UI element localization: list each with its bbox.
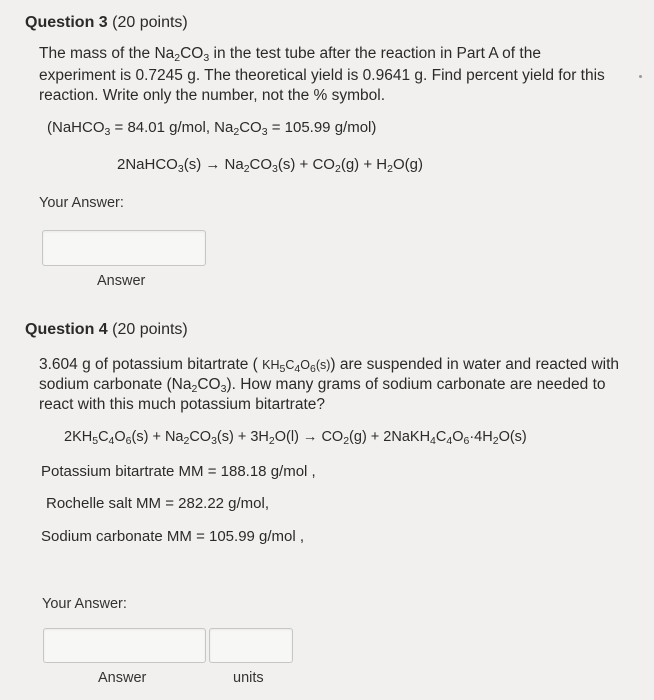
q4-line1-sub: 6 <box>309 363 316 375</box>
q4-eq-part: ·4H <box>469 429 493 445</box>
q3-equation <box>117 156 423 173</box>
q4-eq-part: 2KH <box>64 429 93 445</box>
q3-eq-sub: 2 <box>387 163 393 175</box>
q3-eq-sub: 2 <box>334 163 341 175</box>
q3-molar-part: = 105.99 g/mol) <box>267 119 377 136</box>
q4-eq-part: CO <box>189 429 212 445</box>
q4-eq-sub: 2 <box>492 435 499 447</box>
q4-eq-sub: 4 <box>446 435 453 447</box>
q4-eq-part: C <box>98 429 109 445</box>
q4-title: Question 4 <box>25 321 108 338</box>
q4-eq-sub: 2 <box>183 435 190 447</box>
q4-mm-rochelle-salt: Rochelle salt MM = 282.22 g/mol, <box>46 495 270 512</box>
q3-line1-part: The mass of the Na <box>39 45 175 62</box>
q3-eq-part: (g) + H <box>340 156 388 173</box>
q4-text-line2 <box>39 375 606 394</box>
q4-line2-sub: 3 <box>220 383 227 395</box>
q3-eq-sub: 3 <box>272 163 278 175</box>
q4-points: (20 points) <box>112 321 188 338</box>
q3-title: Question 3 <box>25 14 108 31</box>
q4-line1-formula: O <box>300 358 310 372</box>
q4-line1-formula: (s) <box>315 358 331 372</box>
q3-line1-sub: 3 <box>203 52 210 64</box>
q3-eq-sub: 2 <box>243 163 250 175</box>
q4-eq-sub: 6 <box>125 435 132 447</box>
q4-line1-sub: 5 <box>279 363 286 375</box>
q3-molar-sub: 3 <box>104 126 111 138</box>
q3-text-line1 <box>39 44 541 63</box>
q4-line1-formula: KH <box>262 358 280 372</box>
q4-mm-sodium-carbonate: Sodium carbonate MM = 105.99 g/mol , <box>41 528 305 545</box>
decorative-dot <box>639 75 642 78</box>
q4-line1-part: 3.604 g of potassium bitartrate ( <box>39 356 263 373</box>
q4-line1-part: ) are suspended in water and reacted with <box>330 356 620 373</box>
q3-molar-sub: 3 <box>261 126 268 138</box>
q4-answer-input[interactable] <box>43 628 206 663</box>
q3-points: (20 points) <box>112 14 188 31</box>
q4-units-caption: units <box>233 670 264 686</box>
q3-line1-part: CO <box>180 45 204 62</box>
q3-heading <box>25 14 188 32</box>
q4-mm-potassium-bitartrate: Potassium bitartrate MM = 188.18 g/mol , <box>41 463 316 480</box>
q3-molar-part: CO <box>239 119 262 136</box>
q4-eq-part: O(s) <box>498 429 527 445</box>
q4-eq-sub: 5 <box>92 435 99 447</box>
q3-line1-sub: 2 <box>174 52 181 64</box>
q4-eq-part: C <box>435 429 447 445</box>
q4-eq-sub: 2 <box>268 435 275 447</box>
q4-line2-part: ). How many grams of sodium carbonate are needed to <box>226 376 606 393</box>
q4-line2-part: CO <box>197 376 221 393</box>
q3-your-answer-label: Your Answer: <box>39 195 124 211</box>
q3-answer-input[interactable] <box>42 230 206 266</box>
q4-line1-formula: C <box>285 358 295 372</box>
q3-eq-part: (s) → Na <box>183 156 244 173</box>
q4-line2-part: sodium carbonate (Na <box>39 376 192 393</box>
q4-equation <box>64 429 527 445</box>
q4-eq-part: (g) + 2NaKH <box>349 429 431 445</box>
q4-eq-sub: 2 <box>343 435 350 447</box>
q3-answer-caption: Answer <box>97 273 146 289</box>
q4-text-line1 <box>39 355 619 375</box>
q4-answer-caption: Answer <box>98 670 147 686</box>
q4-your-answer-label: Your Answer: <box>42 596 127 612</box>
q3-molar-part: (NaHCO <box>47 119 105 136</box>
q3-text-line2: experiment is 0.7245 g. The theoretical yield is 0.9641 g. Find percent yield for this <box>39 67 605 84</box>
q3-molar-masses <box>47 119 376 136</box>
q3-eq-sub: 3 <box>177 163 184 175</box>
q4-eq-sub: 4 <box>108 435 115 447</box>
q4-line2-sub: 2 <box>191 383 198 395</box>
q4-eq-sub: 4 <box>430 435 436 447</box>
q4-text-line3: react with this much potassium bitartrate? <box>39 396 326 413</box>
q3-eq-part: CO <box>249 156 273 173</box>
q4-eq-part: O <box>114 429 126 445</box>
q4-eq-part: (s) + 3H <box>216 429 269 445</box>
q4-units-input[interactable] <box>209 628 293 663</box>
q4-eq-part: O <box>452 429 464 445</box>
q3-eq-part: (s) + CO <box>277 156 335 173</box>
q3-molar-part: = 84.01 g/mol, Na <box>110 119 234 136</box>
q3-line1-part: in the test tube after the reaction in Part A of the <box>209 45 541 62</box>
q4-eq-part: O(l) → CO <box>274 429 344 445</box>
q4-eq-sub: 3 <box>211 435 217 447</box>
q3-molar-sub: 2 <box>233 126 240 138</box>
q4-eq-part: (s) + Na <box>131 429 184 445</box>
q3-eq-part: O(g) <box>392 156 423 173</box>
q3-eq-part: 2NaHCO <box>117 156 178 173</box>
q3-text-line3: reaction. Write only the number, not the % symbol. <box>39 87 386 104</box>
q4-heading <box>25 321 188 339</box>
q4-eq-sub: 6 <box>463 435 470 447</box>
q4-line1-sub: 4 <box>294 363 301 375</box>
